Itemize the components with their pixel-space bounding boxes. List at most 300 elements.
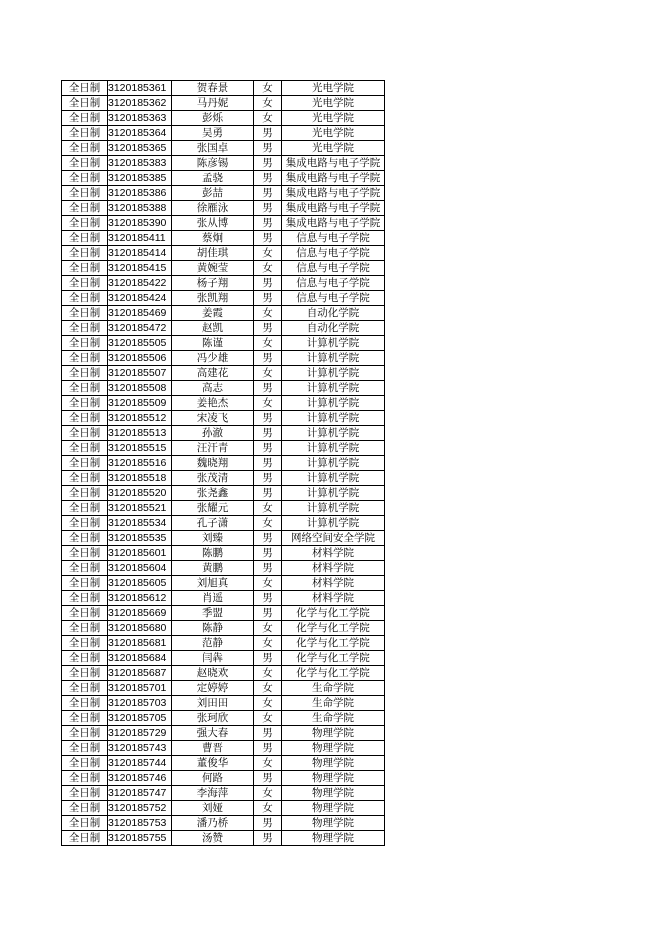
table-row xyxy=(62,786,385,801)
gender-cell: 女 xyxy=(254,666,282,681)
table-row xyxy=(62,231,385,246)
college-cell: 光电学院 xyxy=(282,111,385,126)
table-row xyxy=(62,306,385,321)
student-id-cell: 3120185415 xyxy=(108,261,172,276)
name-cell: 孙澈 xyxy=(172,426,254,441)
table-row xyxy=(62,396,385,411)
student-id-cell: 3120185705 xyxy=(108,711,172,726)
table-row xyxy=(62,171,385,186)
name-cell: 张珂欣 xyxy=(172,711,254,726)
student-id-cell: 3120185509 xyxy=(108,396,172,411)
type-cell: 全日制 xyxy=(62,171,108,186)
gender-cell: 女 xyxy=(254,801,282,816)
college-cell: 计算机学院 xyxy=(282,366,385,381)
name-cell: 马丹妮 xyxy=(172,96,254,111)
type-cell: 全日制 xyxy=(62,741,108,756)
table-row xyxy=(62,96,385,111)
table-row xyxy=(62,321,385,336)
gender-cell: 女 xyxy=(254,501,282,516)
student-id-cell: 3120185472 xyxy=(108,321,172,336)
college-cell: 物理学院 xyxy=(282,726,385,741)
table-row xyxy=(62,246,385,261)
name-cell: 闫犇 xyxy=(172,651,254,666)
name-cell: 刘臻 xyxy=(172,531,254,546)
student-id-cell: 3120185601 xyxy=(108,546,172,561)
table-row xyxy=(62,771,385,786)
name-cell: 陈鹏 xyxy=(172,546,254,561)
type-cell: 全日制 xyxy=(62,111,108,126)
gender-cell: 男 xyxy=(254,321,282,336)
student-id-cell: 3120185669 xyxy=(108,606,172,621)
name-cell: 吴勇 xyxy=(172,126,254,141)
gender-cell: 女 xyxy=(254,111,282,126)
student-id-cell: 3120185687 xyxy=(108,666,172,681)
table-row xyxy=(62,351,385,366)
gender-cell: 男 xyxy=(254,426,282,441)
table-row xyxy=(62,276,385,291)
table-row xyxy=(62,711,385,726)
table-row xyxy=(62,411,385,426)
gender-cell: 男 xyxy=(254,201,282,216)
type-cell: 全日制 xyxy=(62,81,108,96)
gender-cell: 女 xyxy=(254,396,282,411)
gender-cell: 男 xyxy=(254,171,282,186)
table-row xyxy=(62,336,385,351)
type-cell: 全日制 xyxy=(62,351,108,366)
type-cell: 全日制 xyxy=(62,501,108,516)
student-id-cell: 3120185701 xyxy=(108,681,172,696)
type-cell: 全日制 xyxy=(62,231,108,246)
student-id-cell: 3120185385 xyxy=(108,171,172,186)
name-cell: 黄婉莹 xyxy=(172,261,254,276)
gender-cell: 男 xyxy=(254,291,282,306)
table-row xyxy=(62,186,385,201)
table-row xyxy=(62,666,385,681)
name-cell: 董俊华 xyxy=(172,756,254,771)
student-id-cell: 3120185746 xyxy=(108,771,172,786)
type-cell: 全日制 xyxy=(62,786,108,801)
name-cell: 定婷婷 xyxy=(172,681,254,696)
gender-cell: 女 xyxy=(254,306,282,321)
type-cell: 全日制 xyxy=(62,426,108,441)
name-cell: 徐雁泳 xyxy=(172,201,254,216)
gender-cell: 男 xyxy=(254,486,282,501)
name-cell: 冯少雄 xyxy=(172,351,254,366)
type-cell: 全日制 xyxy=(62,711,108,726)
table-row xyxy=(62,141,385,156)
college-cell: 集成电路与电子学院 xyxy=(282,171,385,186)
type-cell: 全日制 xyxy=(62,486,108,501)
gender-cell: 男 xyxy=(254,771,282,786)
name-cell: 胡佳琪 xyxy=(172,246,254,261)
table-row xyxy=(62,501,385,516)
type-cell: 全日制 xyxy=(62,801,108,816)
college-cell: 计算机学院 xyxy=(282,456,385,471)
gender-cell: 男 xyxy=(254,126,282,141)
type-cell: 全日制 xyxy=(62,756,108,771)
student-id-cell: 3120185386 xyxy=(108,186,172,201)
name-cell: 汪汗青 xyxy=(172,441,254,456)
table-row xyxy=(62,726,385,741)
gender-cell: 男 xyxy=(254,531,282,546)
gender-cell: 男 xyxy=(254,156,282,171)
table-row xyxy=(62,651,385,666)
table-row xyxy=(62,636,385,651)
type-cell: 全日制 xyxy=(62,621,108,636)
college-cell: 计算机学院 xyxy=(282,381,385,396)
type-cell: 全日制 xyxy=(62,261,108,276)
table-row xyxy=(62,741,385,756)
table-row xyxy=(62,516,385,531)
college-cell: 集成电路与电子学院 xyxy=(282,186,385,201)
table-row xyxy=(62,111,385,126)
table-row xyxy=(62,816,385,831)
student-id-cell: 3120185752 xyxy=(108,801,172,816)
college-cell: 生命学院 xyxy=(282,696,385,711)
name-cell: 杨子翔 xyxy=(172,276,254,291)
gender-cell: 女 xyxy=(254,96,282,111)
college-cell: 材料学院 xyxy=(282,546,385,561)
name-cell: 高志 xyxy=(172,381,254,396)
table-row xyxy=(62,561,385,576)
name-cell: 彭烁 xyxy=(172,111,254,126)
college-cell: 光电学院 xyxy=(282,81,385,96)
table-row xyxy=(62,126,385,141)
gender-cell: 男 xyxy=(254,546,282,561)
gender-cell: 女 xyxy=(254,681,282,696)
college-cell: 计算机学院 xyxy=(282,516,385,531)
college-cell: 生命学院 xyxy=(282,711,385,726)
student-id-cell: 3120185361 xyxy=(108,81,172,96)
table-row xyxy=(62,546,385,561)
name-cell: 刘娅 xyxy=(172,801,254,816)
college-cell: 化学与化工学院 xyxy=(282,636,385,651)
student-id-cell: 3120185604 xyxy=(108,561,172,576)
college-cell: 物理学院 xyxy=(282,786,385,801)
college-cell: 光电学院 xyxy=(282,96,385,111)
gender-cell: 男 xyxy=(254,651,282,666)
name-cell: 赵凯 xyxy=(172,321,254,336)
student-id-cell: 3120185729 xyxy=(108,726,172,741)
table-row xyxy=(62,591,385,606)
student-id-cell: 3120185534 xyxy=(108,516,172,531)
type-cell: 全日制 xyxy=(62,681,108,696)
gender-cell: 男 xyxy=(254,276,282,291)
college-cell: 物理学院 xyxy=(282,771,385,786)
student-id-cell: 3120185743 xyxy=(108,741,172,756)
gender-cell: 女 xyxy=(254,636,282,651)
name-cell: 彭喆 xyxy=(172,186,254,201)
type-cell: 全日制 xyxy=(62,96,108,111)
table-row xyxy=(62,696,385,711)
type-cell: 全日制 xyxy=(62,456,108,471)
type-cell: 全日制 xyxy=(62,561,108,576)
college-cell: 集成电路与电子学院 xyxy=(282,216,385,231)
type-cell: 全日制 xyxy=(62,576,108,591)
type-cell: 全日制 xyxy=(62,696,108,711)
college-cell: 生命学院 xyxy=(282,681,385,696)
type-cell: 全日制 xyxy=(62,291,108,306)
student-id-cell: 3120185520 xyxy=(108,486,172,501)
college-cell: 信息与电子学院 xyxy=(282,261,385,276)
student-id-cell: 3120185681 xyxy=(108,636,172,651)
college-cell: 光电学院 xyxy=(282,126,385,141)
type-cell: 全日制 xyxy=(62,306,108,321)
name-cell: 刘田田 xyxy=(172,696,254,711)
table-row xyxy=(62,471,385,486)
type-cell: 全日制 xyxy=(62,591,108,606)
college-cell: 网络空间安全学院 xyxy=(282,531,385,546)
type-cell: 全日制 xyxy=(62,816,108,831)
college-cell: 信息与电子学院 xyxy=(282,231,385,246)
name-cell: 姜艳杰 xyxy=(172,396,254,411)
name-cell: 赵晓欢 xyxy=(172,666,254,681)
student-id-cell: 3120185505 xyxy=(108,336,172,351)
type-cell: 全日制 xyxy=(62,141,108,156)
student-id-cell: 3120185422 xyxy=(108,276,172,291)
student-id-cell: 3120185508 xyxy=(108,381,172,396)
college-cell: 信息与电子学院 xyxy=(282,291,385,306)
type-cell: 全日制 xyxy=(62,411,108,426)
college-cell: 信息与电子学院 xyxy=(282,246,385,261)
name-cell: 张从博 xyxy=(172,216,254,231)
name-cell: 孔子潇 xyxy=(172,516,254,531)
student-id-cell: 3120185753 xyxy=(108,816,172,831)
student-id-cell: 3120185612 xyxy=(108,591,172,606)
name-cell: 陈静 xyxy=(172,621,254,636)
student-id-cell: 3120185521 xyxy=(108,501,172,516)
student-id-cell: 3120185390 xyxy=(108,216,172,231)
student-id-cell: 3120185605 xyxy=(108,576,172,591)
name-cell: 张尧鑫 xyxy=(172,486,254,501)
type-cell: 全日制 xyxy=(62,321,108,336)
type-cell: 全日制 xyxy=(62,726,108,741)
gender-cell: 男 xyxy=(254,381,282,396)
gender-cell: 男 xyxy=(254,231,282,246)
gender-cell: 男 xyxy=(254,456,282,471)
student-id-cell: 3120185469 xyxy=(108,306,172,321)
gender-cell: 男 xyxy=(254,591,282,606)
college-cell: 物理学院 xyxy=(282,816,385,831)
gender-cell: 女 xyxy=(254,246,282,261)
name-cell: 张国卓 xyxy=(172,141,254,156)
college-cell: 光电学院 xyxy=(282,141,385,156)
type-cell: 全日制 xyxy=(62,396,108,411)
name-cell: 强大春 xyxy=(172,726,254,741)
type-cell: 全日制 xyxy=(62,186,108,201)
name-cell: 蔡炯 xyxy=(172,231,254,246)
college-cell: 物理学院 xyxy=(282,756,385,771)
gender-cell: 男 xyxy=(254,351,282,366)
gender-cell: 男 xyxy=(254,606,282,621)
college-cell: 信息与电子学院 xyxy=(282,276,385,291)
gender-cell: 男 xyxy=(254,816,282,831)
college-cell: 计算机学院 xyxy=(282,426,385,441)
type-cell: 全日制 xyxy=(62,831,108,846)
gender-cell: 女 xyxy=(254,696,282,711)
name-cell: 魏晓翔 xyxy=(172,456,254,471)
student-id-cell: 3120185364 xyxy=(108,126,172,141)
student-id-cell: 3120185518 xyxy=(108,471,172,486)
name-cell: 刘旭真 xyxy=(172,576,254,591)
table-row xyxy=(62,831,385,846)
gender-cell: 女 xyxy=(254,336,282,351)
student-id-cell: 3120185744 xyxy=(108,756,172,771)
college-cell: 计算机学院 xyxy=(282,411,385,426)
type-cell: 全日制 xyxy=(62,771,108,786)
college-cell: 计算机学院 xyxy=(282,396,385,411)
table-row xyxy=(62,426,385,441)
college-cell: 计算机学院 xyxy=(282,471,385,486)
table-row xyxy=(62,681,385,696)
student-id-cell: 3120185535 xyxy=(108,531,172,546)
student-id-cell: 3120185383 xyxy=(108,156,172,171)
type-cell: 全日制 xyxy=(62,636,108,651)
gender-cell: 女 xyxy=(254,576,282,591)
table-row xyxy=(62,216,385,231)
college-cell: 集成电路与电子学院 xyxy=(282,201,385,216)
college-cell: 自动化学院 xyxy=(282,321,385,336)
student-id-cell: 3120185411 xyxy=(108,231,172,246)
name-cell: 何路 xyxy=(172,771,254,786)
student-id-cell: 3120185506 xyxy=(108,351,172,366)
name-cell: 李海萍 xyxy=(172,786,254,801)
student-id-cell: 3120185512 xyxy=(108,411,172,426)
student-table-body xyxy=(62,81,385,846)
gender-cell: 女 xyxy=(254,756,282,771)
student-id-cell: 3120185513 xyxy=(108,426,172,441)
gender-cell: 男 xyxy=(254,216,282,231)
table-row xyxy=(62,81,385,96)
name-cell: 张耀元 xyxy=(172,501,254,516)
student-id-cell: 3120185515 xyxy=(108,441,172,456)
student-id-cell: 3120185680 xyxy=(108,621,172,636)
table-row xyxy=(62,531,385,546)
table-row xyxy=(62,801,385,816)
table-row xyxy=(62,366,385,381)
student-table xyxy=(61,80,385,846)
college-cell: 物理学院 xyxy=(282,831,385,846)
type-cell: 全日制 xyxy=(62,126,108,141)
gender-cell: 男 xyxy=(254,141,282,156)
gender-cell: 男 xyxy=(254,561,282,576)
gender-cell: 女 xyxy=(254,366,282,381)
type-cell: 全日制 xyxy=(62,381,108,396)
table-row xyxy=(62,291,385,306)
college-cell: 化学与化工学院 xyxy=(282,651,385,666)
college-cell: 物理学院 xyxy=(282,741,385,756)
table-row xyxy=(62,156,385,171)
college-cell: 计算机学院 xyxy=(282,351,385,366)
name-cell: 高建花 xyxy=(172,366,254,381)
college-cell: 计算机学院 xyxy=(282,501,385,516)
gender-cell: 男 xyxy=(254,741,282,756)
name-cell: 陈谨 xyxy=(172,336,254,351)
college-cell: 材料学院 xyxy=(282,576,385,591)
gender-cell: 男 xyxy=(254,411,282,426)
college-cell: 化学与化工学院 xyxy=(282,606,385,621)
table-row xyxy=(62,486,385,501)
student-id-cell: 3120185703 xyxy=(108,696,172,711)
gender-cell: 女 xyxy=(254,516,282,531)
student-id-cell: 3120185507 xyxy=(108,366,172,381)
student-id-cell: 3120185424 xyxy=(108,291,172,306)
gender-cell: 女 xyxy=(254,621,282,636)
college-cell: 材料学院 xyxy=(282,591,385,606)
type-cell: 全日制 xyxy=(62,471,108,486)
name-cell: 潘乃桥 xyxy=(172,816,254,831)
type-cell: 全日制 xyxy=(62,666,108,681)
name-cell: 季盟 xyxy=(172,606,254,621)
type-cell: 全日制 xyxy=(62,201,108,216)
table-row xyxy=(62,381,385,396)
table-row xyxy=(62,621,385,636)
student-id-cell: 3120185363 xyxy=(108,111,172,126)
name-cell: 范静 xyxy=(172,636,254,651)
student-id-cell: 3120185516 xyxy=(108,456,172,471)
type-cell: 全日制 xyxy=(62,156,108,171)
student-id-cell: 3120185414 xyxy=(108,246,172,261)
type-cell: 全日制 xyxy=(62,651,108,666)
student-id-cell: 3120185365 xyxy=(108,141,172,156)
college-cell: 物理学院 xyxy=(282,801,385,816)
college-cell: 计算机学院 xyxy=(282,441,385,456)
name-cell: 张茂清 xyxy=(172,471,254,486)
student-id-cell: 3120185388 xyxy=(108,201,172,216)
student-id-cell: 3120185755 xyxy=(108,831,172,846)
name-cell: 张凯翔 xyxy=(172,291,254,306)
type-cell: 全日制 xyxy=(62,546,108,561)
name-cell: 贺春景 xyxy=(172,81,254,96)
gender-cell: 男 xyxy=(254,186,282,201)
type-cell: 全日制 xyxy=(62,216,108,231)
table-row xyxy=(62,606,385,621)
table-row xyxy=(62,756,385,771)
college-cell: 自动化学院 xyxy=(282,306,385,321)
college-cell: 计算机学院 xyxy=(282,336,385,351)
gender-cell: 女 xyxy=(254,711,282,726)
type-cell: 全日制 xyxy=(62,606,108,621)
type-cell: 全日制 xyxy=(62,276,108,291)
type-cell: 全日制 xyxy=(62,336,108,351)
type-cell: 全日制 xyxy=(62,366,108,381)
name-cell: 姜霞 xyxy=(172,306,254,321)
name-cell: 孟骁 xyxy=(172,171,254,186)
table-row xyxy=(62,576,385,591)
table-row xyxy=(62,441,385,456)
name-cell: 黄鹏 xyxy=(172,561,254,576)
type-cell: 全日制 xyxy=(62,531,108,546)
college-cell: 化学与化工学院 xyxy=(282,666,385,681)
gender-cell: 女 xyxy=(254,81,282,96)
type-cell: 全日制 xyxy=(62,246,108,261)
table-row xyxy=(62,261,385,276)
student-id-cell: 3120185362 xyxy=(108,96,172,111)
gender-cell: 女 xyxy=(254,261,282,276)
gender-cell: 男 xyxy=(254,726,282,741)
gender-cell: 女 xyxy=(254,786,282,801)
type-cell: 全日制 xyxy=(62,441,108,456)
college-cell: 计算机学院 xyxy=(282,486,385,501)
name-cell: 陈彦锡 xyxy=(172,156,254,171)
type-cell: 全日制 xyxy=(62,516,108,531)
name-cell: 汤赞 xyxy=(172,831,254,846)
gender-cell: 男 xyxy=(254,441,282,456)
student-id-cell: 3120185684 xyxy=(108,651,172,666)
college-cell: 集成电路与电子学院 xyxy=(282,156,385,171)
student-id-cell: 3120185747 xyxy=(108,786,172,801)
table-row xyxy=(62,201,385,216)
